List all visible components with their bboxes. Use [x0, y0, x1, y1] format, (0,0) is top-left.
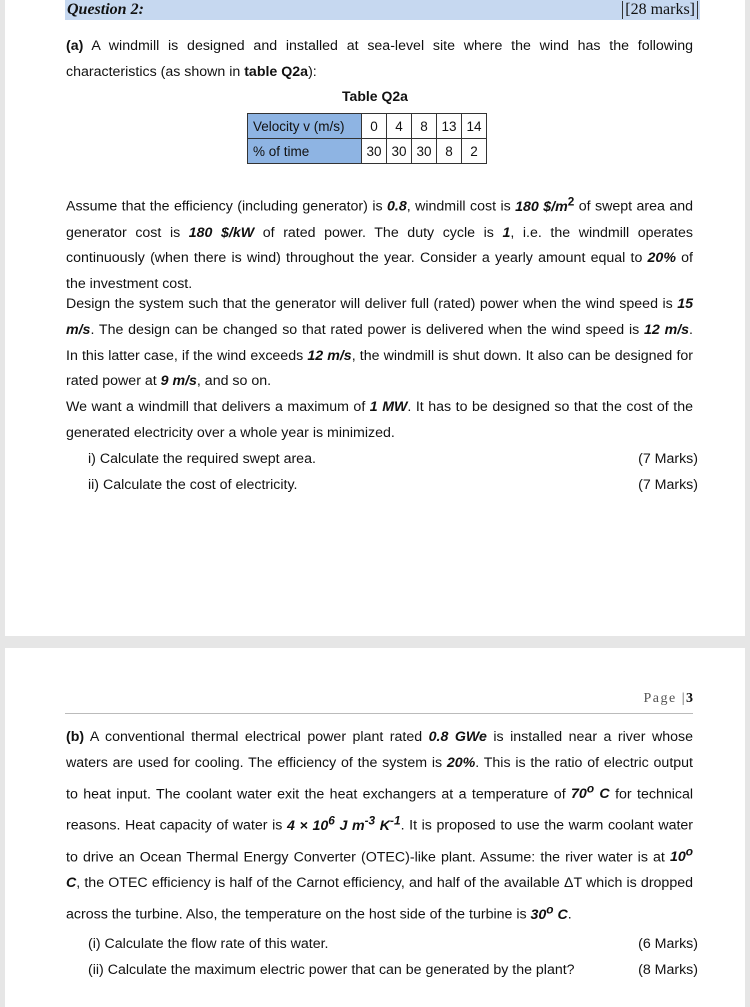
question-marks: [28 marks]	[622, 1, 698, 19]
table-cell: 0	[362, 114, 387, 139]
sub-question: (i) Calculate the flow rate of this water. (6 Marks)	[88, 931, 698, 957]
table-cell: 13	[437, 114, 462, 139]
table-row	[248, 114, 487, 139]
marks-label: (7 Marks)	[638, 477, 698, 493]
objective-paragraph: We want a windmill that delivers a maximum of 1 MW. It has to be designed so that the cost of the generated electricity over a whole year is minimized.	[66, 399, 693, 441]
table-cell: 2	[462, 139, 487, 164]
table-cell: 30	[362, 139, 387, 164]
marks-label: (7 Marks)	[638, 451, 698, 467]
table-cell: 30	[387, 139, 412, 164]
marks-label: (6 Marks)	[638, 936, 698, 952]
part-b-paragraph: (b) A conventional thermal electrical power plant rated 0.8 GWe is installed near a river whose waters are used for cooling. The efficiency of the system is 20%. This is the ratio of electric output to heat input. The coolant water exit the heat exchangers at a temperature of 70$^o$ C for technical reasons. Heat capacity of water is $4 \times 10^6$ J $m^{-3}$ $K^{-1}$. It is proposed to use the warm coolant water to drive an Ocean Thermal Energy Converter (OTEC)-like plant. Assume: the river water is at 10$^o$ C, the OTEC efficiency is half of the Carnot efficiency, and half of the available ΔT which is dropped across the turbine. Also, the temperature on the host side of the turbine is 30$^o$ C.	[66, 729, 694, 923]
table-cell: 4	[387, 114, 412, 139]
design-paragraph: Design the system such that the generator will deliver full (rated) power when the wind speed is 15 m/s. The design can be changed so that rated power is delivered when the wind speed is 12 m/s. In this latter case, if the wind exceeds 12 m/s, the windmill is shut down. It also can be designed for rated power at 9 m/s, and so on.	[66, 296, 694, 390]
table-row	[248, 139, 487, 164]
table-caption: Table Q2a	[342, 88, 408, 104]
table-reference: table Q2a	[244, 63, 309, 80]
velocity-header: Velocity v (m/s)	[248, 114, 362, 139]
page-header: Page |3	[65, 691, 693, 714]
question-header-bar	[65, 0, 700, 20]
table-cell: 8	[412, 114, 437, 139]
percent-header: % of time	[248, 139, 362, 164]
table-cell: 8	[437, 139, 462, 164]
part-a-label: (a)	[66, 38, 84, 54]
question-title: Question 2:	[67, 1, 144, 18]
assumptions-paragraph: Assume that the efficiency (including generator) is 0.8, windmill cost is 180 $\$/m^2$ of swept area and generator cost is 180 $/kW of rated power. The duty cycle is 1, i.e. the windmill operates continuously (when there is wind) throughout the year. Consider a yearly amount equal to 20% of the investment cost.	[66, 194, 693, 293]
sub-question: (ii) Calculate the maximum electric power that can be generated by the plant? (8 Marks)	[88, 957, 698, 983]
wind-table	[247, 113, 487, 164]
page-sheet-1	[5, 0, 745, 636]
sub-question: ii) Calculate the cost of electricity. (7 Marks)	[88, 472, 698, 498]
table-cell: 30	[412, 139, 437, 164]
part-a-intro: (a) A windmill is designed and installed at sea-level site where the wind has the following characteristics (as shown in table Q2a):	[66, 38, 693, 80]
marks-label: (8 Marks)	[638, 962, 698, 978]
page-sheet-2	[5, 648, 745, 1007]
sub-question: i) Calculate the required swept area. (7 Marks)	[88, 446, 698, 472]
part-b-label: (b)	[66, 729, 85, 745]
table-cell: 14	[462, 114, 487, 139]
